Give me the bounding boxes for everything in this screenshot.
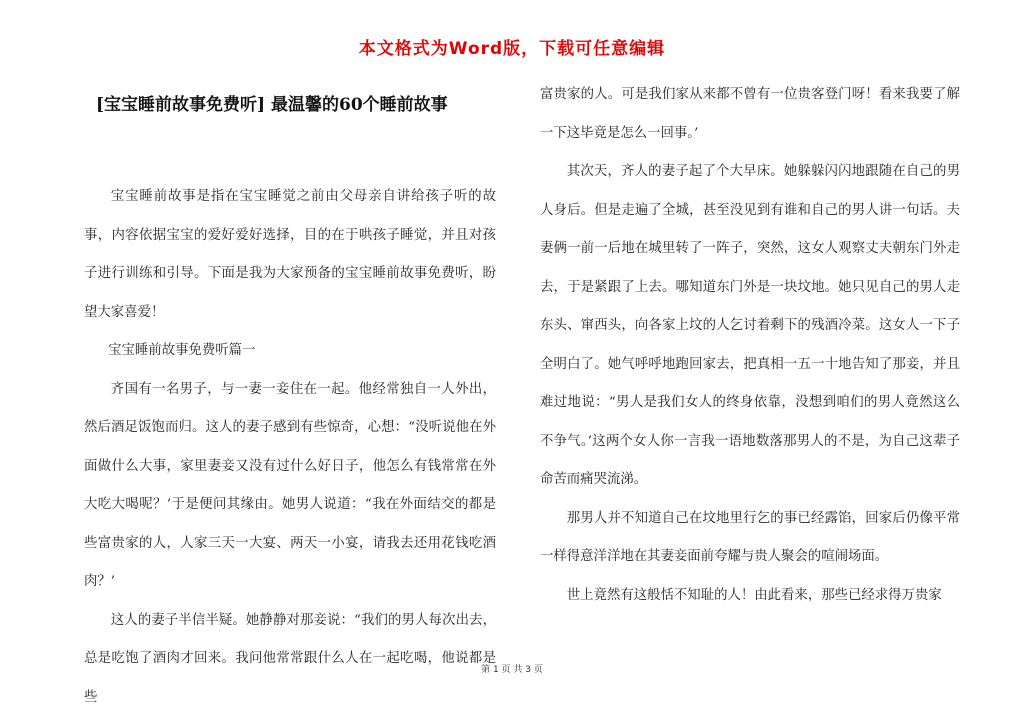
paragraph: 宝宝睡前故事是指在宝宝睡觉之前由父母亲自讲给孩子听的故事，内容依据宝宝的爱好爱好选择，目的在于哄孩子睡觉，并且对孩子进行训练和引导。下面是我为大家预备的宝宝睡前故事免费听，盼望大家喜爱！ [84,189,496,320]
paragraph: 齐国有一名男子，与一妻一妾住在一起。他经常独自一人外出，然后酒足饭饱而归。这人的妻子感到有些惊奇，心想：“没听说他在外面做什么大事，家里妻妾又没有过什么好日子，他怎么有钱常常在外大吃大喝呢？’于是便问其缘由。她男人说道：“我在外面结交的都是些富贵家的人，人家三天一大宴、两天一小宴，请我去还用花钱吃酒肉？’ [84,381,496,589]
paragraph: 世上竟然有这般恬不知耻的人！由此看来，那些已经求得万贵家 [566,587,942,603]
document-title: [宝宝睡前故事免费听] 最温馨的60个睡前故事 [96,95,448,115]
right-column [540,76,960,615]
section-heading: 宝宝睡前故事免费听篇一 [108,343,256,358]
paragraph: 其次天，齐人的妻子起了个大早床。她躲躲闪闪地跟随在自己的男人身后。但是走遍了全城，甚至没见到有谁和自己的男人讲一句话。夫妻俩一前一后地在城里转了一阵子，突然，这女人观察丈夫朝东门外走去，于是紧跟了上去。哪知道东门外是一块坟地。她只见自己的男人走东头、窜西头，向各家上坟的人乞讨着剩下的残酒冷菜。这女人一下子全明白了。她气呼呼地跑回家去，把真相一五一十地告知了那妾，并且难过地说：“男人是我们女人的终身依靠，没想到咱们的男人竟然这么不争气。’这两个女人你一言我一语地数落那男人的不是，为自己这辈子命苦而痛哭流涕。 [540,164,960,487]
left-column [84,178,496,717]
download-banner: 本文格式为Word版，下载可任意编辑 [358,39,666,59]
paragraph-continued: 富贵家的人。可是我们家从来都不曾有一位贵客登门呀！看来我要了解一下这毕竟是怎么一回事。’ [540,87,960,141]
paragraph: 这人的妻子半信半疑。她静静对那妾说：“我们的男人每次出去，总是吃饱了酒肉才回来。我问他常常跟什么人在一起吃喝，他说都是些 [84,612,496,705]
paragraph: 那男人并不知道自己在坟地里行乞的事已经露馅，回家后仍像平常一样得意洋洋地在其妻妾面前夸耀与贵人聚会的喧闹场面。 [540,510,960,564]
page-footer: 第 1 页 共 3 页 [481,665,543,675]
